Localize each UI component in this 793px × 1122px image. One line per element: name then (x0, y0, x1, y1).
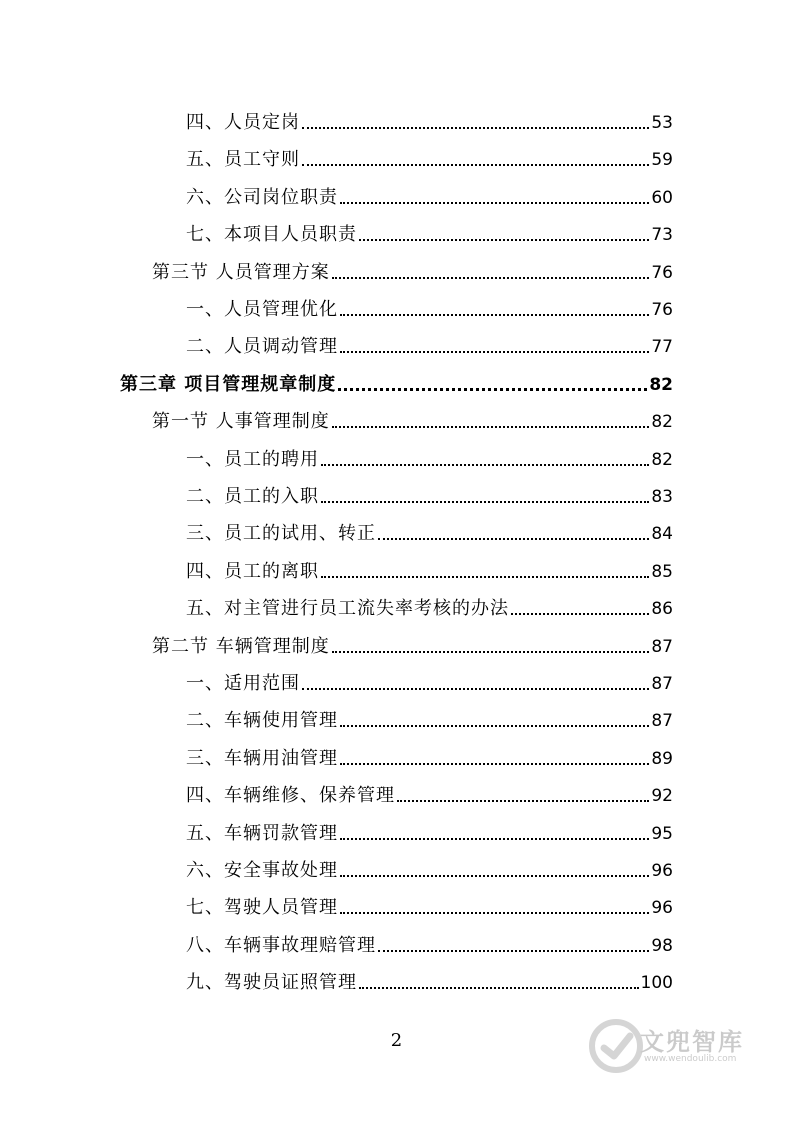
toc-dot-leader (378, 950, 649, 952)
toc-subsection-entry[interactable] (186, 777, 673, 807)
toc-entry-title: 九、驾驶员证照管理 (186, 972, 357, 994)
toc-entry-page: 96 (651, 861, 673, 881)
toc-entry-page: 85 (651, 561, 673, 582)
toc-dot-leader (340, 763, 649, 765)
toc-dot-leader (359, 239, 649, 241)
toc-entry-title: 五、对主管进行员工流失率考核的办法 (186, 598, 509, 620)
toc-entry-title: 一、员工的聘用 (186, 448, 319, 470)
toc-entry-title: 一、人员管理优化 (186, 299, 338, 320)
toc-entry-page: 89 (651, 748, 673, 769)
toc-entry-page: 96 (651, 898, 673, 919)
toc-dot-leader (332, 277, 650, 279)
watermark (588, 1018, 758, 1074)
toc-entry-page: 83 (651, 487, 673, 507)
toc-subsection-entry[interactable] (186, 515, 673, 545)
toc-dot-leader (302, 164, 649, 166)
toc-section-entry[interactable] (152, 254, 673, 284)
toc-subsection-entry[interactable] (186, 927, 673, 957)
toc-dot-leader (511, 613, 649, 615)
toc-dot-leader (302, 127, 649, 129)
toc-entry-title: 一、适用范围 (186, 673, 300, 694)
toc-dot-leader (340, 725, 649, 727)
toc-subsection-entry[interactable] (186, 216, 673, 246)
watermark-logo-icon (588, 1018, 644, 1074)
toc-dot-leader (321, 576, 649, 578)
toc-entry-title: 第三节 人员管理方案 (152, 261, 330, 283)
toc-subsection-entry[interactable] (186, 478, 673, 508)
toc-entry-page: 60 (651, 187, 673, 208)
toc-entry-page: 84 (651, 524, 673, 545)
toc-dot-leader (321, 464, 649, 466)
toc-entry-page: 82 (651, 449, 673, 470)
toc-dot-leader (332, 426, 650, 428)
toc-entry-title: 八、车辆事故理赔管理 (186, 934, 376, 956)
toc-subsection-entry[interactable] (186, 328, 673, 358)
page-number: 2 (390, 1030, 403, 1051)
toc-entry-title: 三、车辆用油管理 (186, 747, 338, 769)
toc-subsection-entry[interactable] (186, 553, 673, 583)
watermark-title: 文兜智库 (640, 1028, 744, 1056)
toc-entry-title: 四、车辆维修、保养管理 (186, 785, 395, 807)
toc-entry-page: 100 (640, 973, 673, 994)
toc-dot-leader (340, 912, 649, 914)
toc-entry-page: 53 (651, 113, 673, 133)
toc-dot-leader (340, 351, 649, 353)
toc-entry-title: 第三章 项目管理规章制度 (120, 373, 337, 395)
toc-entry-page: 73 (651, 225, 673, 246)
toc-subsection-entry[interactable] (186, 852, 673, 882)
toc-entry-title: 三、员工的试用、转正 (186, 523, 376, 545)
toc-chapter-entry[interactable] (120, 366, 673, 396)
toc-entry-page: 92 (651, 786, 673, 807)
toc-entry-page: 87 (651, 636, 673, 657)
toc-dot-leader (359, 987, 639, 989)
toc-entry-page: 87 (651, 674, 673, 694)
toc-subsection-entry[interactable] (186, 665, 673, 695)
toc-subsection-entry[interactable] (186, 441, 673, 471)
toc-dot-leader (340, 314, 649, 316)
toc-entry-title: 二、车辆使用管理 (186, 710, 338, 732)
toc-entry-title: 七、驾驶人员管理 (186, 897, 338, 919)
toc-entry-title: 第一节 人事管理制度 (152, 411, 330, 433)
toc-subsection-entry[interactable] (186, 590, 673, 620)
toc-dot-leader (332, 651, 650, 653)
toc-entry-title: 二、员工的入职 (186, 486, 319, 507)
toc-dot-leader (340, 875, 649, 877)
toc-entry-title: 六、公司岗位职责 (186, 186, 338, 208)
toc-dot-leader (340, 202, 649, 204)
toc-dot-leader (378, 538, 649, 540)
toc-dot-leader (321, 501, 649, 503)
toc-entry-title: 四、人员定岗 (186, 112, 300, 133)
toc-subsection-entry[interactable] (186, 702, 673, 732)
toc-entry-page: 76 (651, 262, 673, 283)
toc-entry-page: 95 (651, 823, 673, 844)
toc-entry-page: 86 (651, 599, 673, 620)
toc-entry-page: 59 (651, 150, 673, 171)
watermark-url: www.wendoulib.com (644, 1054, 737, 1064)
toc-subsection-entry[interactable] (186, 104, 673, 134)
toc-subsection-entry[interactable] (186, 291, 673, 321)
toc-subsection-entry[interactable] (186, 179, 673, 209)
toc-entry-title: 五、车辆罚款管理 (186, 822, 338, 844)
toc-entry-title: 二、人员调动管理 (186, 336, 338, 358)
toc-entry-page: 98 (651, 935, 673, 956)
toc-entry-title: 五、员工守则 (186, 149, 300, 171)
toc-dot-leader (338, 388, 647, 391)
toc-dot-leader (302, 688, 649, 690)
toc-dot-leader (397, 800, 649, 802)
toc-section-entry[interactable] (152, 403, 673, 433)
toc-entry-title: 第二节 车辆管理制度 (152, 635, 330, 657)
toc-section-entry[interactable] (152, 628, 673, 658)
toc-subsection-entry[interactable] (186, 964, 673, 994)
toc-entry-title: 四、员工的离职 (186, 560, 319, 582)
toc-entry-title: 六、安全事故处理 (186, 860, 338, 881)
toc-entry-page: 82 (651, 412, 673, 433)
toc-subsection-entry[interactable] (186, 889, 673, 919)
toc-entry-page: 76 (651, 300, 673, 320)
toc-subsection-entry[interactable] (186, 740, 673, 770)
toc-subsection-entry[interactable] (186, 141, 673, 171)
toc-dot-leader (340, 838, 649, 840)
toc-subsection-entry[interactable] (186, 815, 673, 845)
toc-entry-page: 82 (649, 374, 673, 395)
toc-entry-title: 七、本项目人员职责 (186, 224, 357, 246)
toc-entry-page: 77 (651, 337, 673, 358)
toc-entry-page: 87 (651, 711, 673, 732)
